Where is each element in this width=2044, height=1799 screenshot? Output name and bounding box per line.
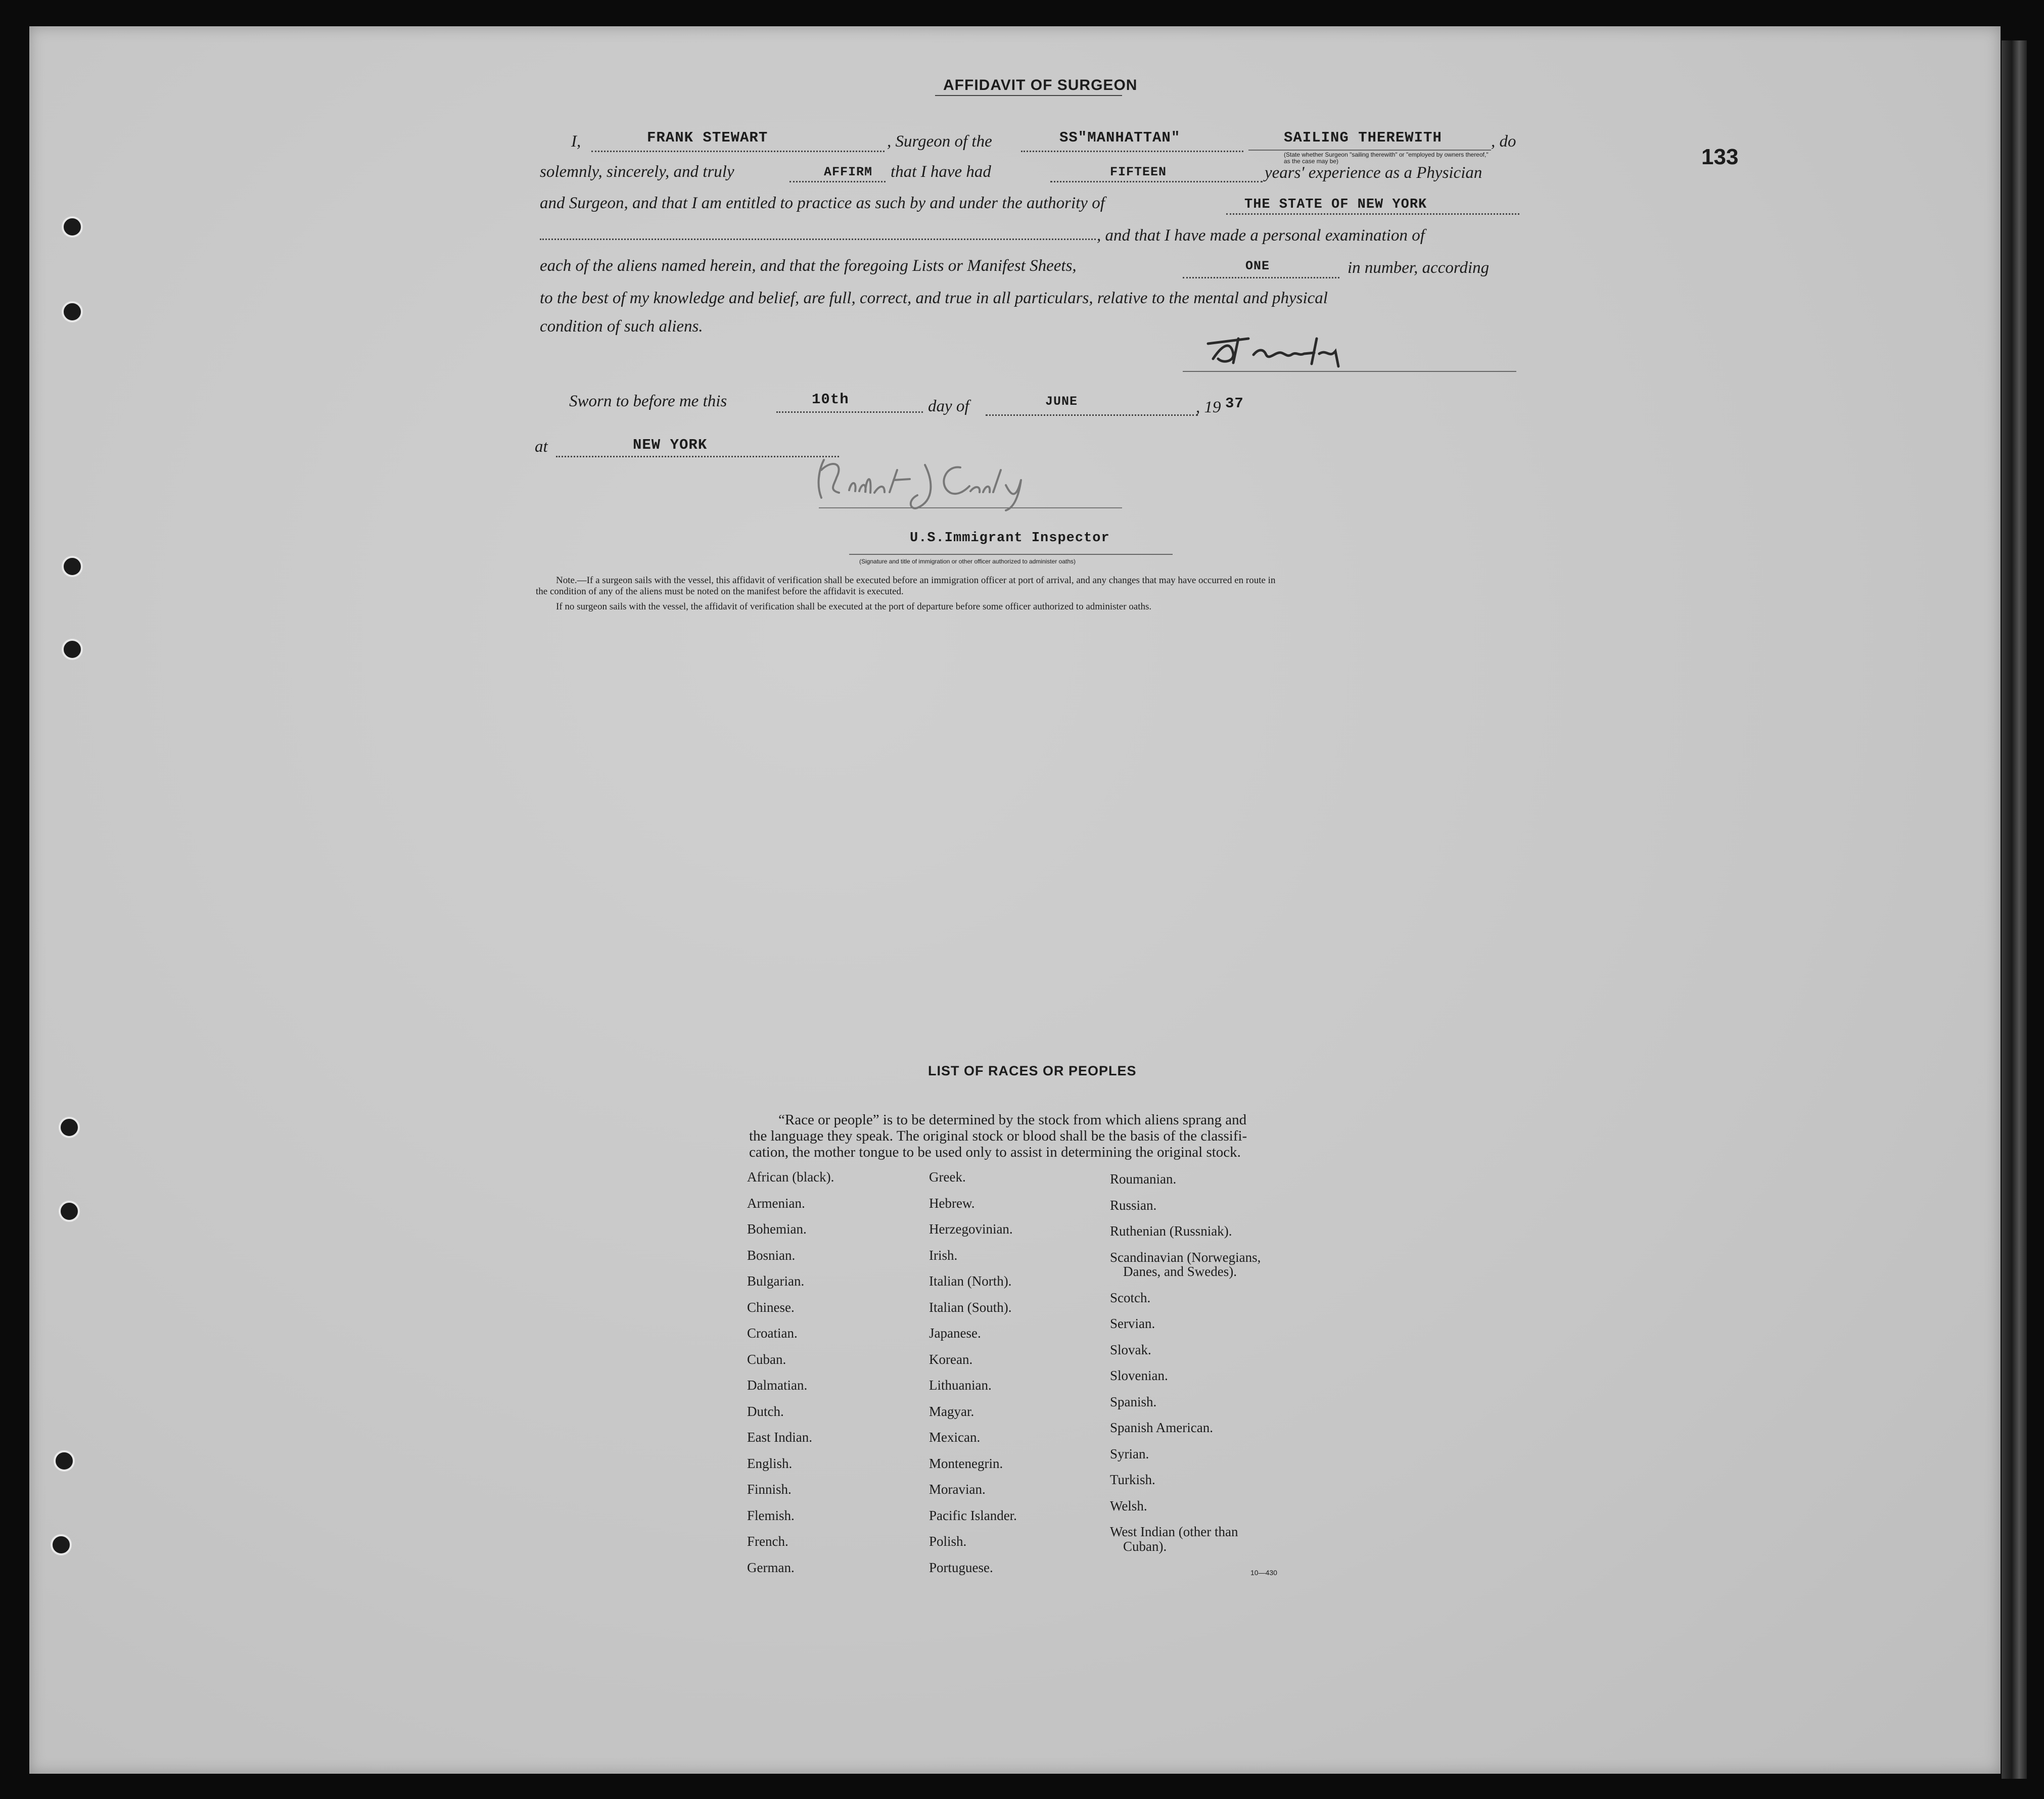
binder-hole [59, 1201, 80, 1222]
inspector-signature [809, 450, 1072, 515]
manifest-sheet-count: ONE [1245, 259, 1270, 273]
page-number: 133 [1701, 145, 1739, 169]
affidavit-text: and Surgeon, and that I am entitled to practice as such by and under the authority of [540, 194, 1105, 212]
race-entry: English. [747, 1455, 793, 1471]
affidavit-text: solemnly, sincerely, and truly [540, 163, 734, 181]
surgeon-name: FRANK STEWART [647, 129, 768, 146]
race-entry: Magyar. [929, 1403, 974, 1419]
race-entry: Flemish. [747, 1507, 795, 1523]
signature-line [1183, 371, 1516, 372]
race-entry: Dalmatian. [747, 1378, 808, 1393]
affidavit-text: at [535, 438, 548, 456]
race-entry: Slovak. [1110, 1342, 1151, 1357]
races-intro-3: cation, the mother tongue to be used only to assist in determining the original stock. [749, 1144, 1241, 1160]
race-entry: Irish. [929, 1247, 958, 1263]
affidavit-text: day of [928, 397, 969, 415]
race-entry: East Indian. [747, 1430, 812, 1445]
race-entry: Chinese. [747, 1299, 795, 1315]
surgeon-capacity: SAILING THEREWITH [1284, 129, 1442, 146]
sworn-place: NEW YORK [633, 437, 708, 453]
affidavit-text: years' experience as a Physician [1265, 164, 1482, 182]
race-entry: Montenegrin. [929, 1455, 1003, 1471]
race-entry: Welsh. [1110, 1498, 1147, 1513]
inspector-title-line [849, 554, 1173, 555]
note-line-1: Note.—If a surgeon sails with the vessel, this affidavit of verification shall be executed before an immigration officer at port of arrival, and any changes that may have occurred en route in [556, 575, 1276, 586]
race-entry: Italian (South). [929, 1299, 1012, 1315]
binder-hole [62, 301, 83, 322]
fill-line [1183, 277, 1339, 278]
race-entry: Bosnian. [747, 1247, 796, 1263]
binder-hole [62, 216, 83, 238]
licensing-authority: THE STATE OF NEW YORK [1244, 197, 1427, 212]
race-entry: Herzegovinian. [929, 1221, 1013, 1237]
affidavit-text: , Surgeon of the [887, 132, 992, 151]
race-entry: Dutch. [747, 1403, 784, 1419]
binder-hole [59, 1117, 80, 1138]
race-entry: Hebrew. [929, 1195, 975, 1211]
affidavit-text: , and that I have made a personal examination of [1097, 226, 1425, 245]
binder-hole [54, 1450, 75, 1472]
fill-line [591, 151, 885, 152]
race-entry: Cuban). [1123, 1538, 1167, 1554]
races-title: LIST OF RACES OR PEOPLES [928, 1063, 1137, 1078]
race-entry: Scandinavian (Norwegians, [1110, 1249, 1261, 1265]
binder-hole [62, 639, 83, 660]
race-entry: Lithuanian. [929, 1378, 992, 1393]
form-code: 10—430 [1250, 1569, 1277, 1577]
inspector-title: U.S.Immigrant Inspector [910, 531, 1110, 546]
affidavit-text: , do [1491, 132, 1516, 151]
fill-line [1248, 150, 1491, 151]
race-entry: Russian. [1110, 1197, 1157, 1213]
affidavit-text: that I have had [891, 163, 991, 181]
sworn-year: 37 [1225, 395, 1244, 412]
affidavit-text: each of the aliens named herein, and that the foregoing Lists or Manifest Sheets, [540, 257, 1077, 275]
race-entry: Greek. [929, 1169, 966, 1185]
race-entry: Pacific Islander. [929, 1507, 1017, 1523]
binder-hole [62, 556, 83, 577]
title-underline [935, 95, 1122, 96]
race-entry: Moravian. [929, 1482, 986, 1497]
race-entry: Cuban. [747, 1351, 786, 1367]
affidavit-text: to the best of my knowledge and belief, are full, correct, and true in all particulars, relative to the mental and physical [540, 289, 1328, 307]
race-entry: German. [747, 1559, 795, 1575]
race-entry: Danes, and Swedes). [1123, 1264, 1237, 1279]
sworn-day: 10th [812, 391, 849, 408]
fill-line [986, 414, 1198, 416]
race-entry: French. [747, 1534, 788, 1549]
race-entry: Servian. [1110, 1316, 1155, 1331]
race-entry: Mexican. [929, 1430, 981, 1445]
affidavit-text: , 19 [1196, 398, 1221, 416]
surgeon-signature [1203, 323, 1385, 374]
race-entry: Spanish. [1110, 1394, 1157, 1409]
capacity-hint: (State whether Surgeon "sailing therewith" or "employed by owners thereof," as the case may be) [1284, 151, 1489, 165]
fill-line [540, 239, 1096, 240]
fill-line [1050, 181, 1263, 182]
race-entry: Polish. [929, 1534, 967, 1549]
affidavit-text: condition of such aliens. [540, 317, 703, 336]
race-entry: African (black). [747, 1169, 834, 1185]
fill-line [1021, 151, 1243, 152]
race-entry: Turkish. [1110, 1472, 1155, 1487]
race-entry: Bohemian. [747, 1221, 807, 1237]
years-experience: FIFTEEN [1110, 165, 1167, 179]
races-intro-2: the language they speak. The original stock or blood shall be the basis of the classifi- [749, 1128, 1247, 1144]
oath-type: AFFIRM [824, 165, 873, 179]
fill-line [776, 411, 923, 413]
affidavit-text: in number, according [1348, 259, 1490, 277]
note-line-3: If no surgeon sails with the vessel, the affidavit of verification shall be executed at the port of departure before some officer authorized to administer oaths. [556, 601, 1152, 612]
race-entry: Scotch. [1110, 1290, 1151, 1305]
race-entry: West Indian (other than [1110, 1524, 1238, 1539]
race-entry: Spanish American. [1110, 1420, 1213, 1435]
race-entry: Korean. [929, 1351, 973, 1367]
race-entry: Syrian. [1110, 1446, 1149, 1461]
sworn-month: JUNE [1045, 394, 1078, 409]
fill-line [556, 456, 839, 457]
inspector-hint: (Signature and title of immigration or other officer authorized to administer oaths) [859, 558, 1076, 565]
fill-line [789, 181, 886, 182]
race-entry: Bulgarian. [747, 1273, 805, 1289]
race-entry: Slovenian. [1110, 1368, 1168, 1383]
race-entry: Armenian. [747, 1195, 805, 1211]
race-entry: Portuguese. [929, 1559, 993, 1575]
affidavit-title: AFFIDAVIT OF SURGEON [943, 77, 1138, 93]
affidavit-text: Sworn to before me this [569, 392, 727, 410]
races-intro-1: “Race or people” is to be determined by the stock from which aliens sprang and [778, 1112, 1247, 1128]
affidavit-text: I, [571, 132, 581, 151]
page-edge [2002, 40, 2027, 1779]
race-entry: Roumanian. [1110, 1171, 1177, 1187]
binder-hole [51, 1534, 72, 1555]
race-entry: Croatian. [747, 1325, 798, 1341]
inspector-signature-line [819, 507, 1122, 508]
race-entry: Finnish. [747, 1482, 792, 1497]
note-line-2: the condition of any of the aliens must be noted on the manifest before the affidavit is executed. [536, 586, 904, 597]
fill-line [1226, 213, 1519, 215]
race-entry: Japanese. [929, 1325, 981, 1341]
race-entry: Ruthenian (Russniak). [1110, 1223, 1232, 1239]
race-entry: Italian (North). [929, 1273, 1012, 1289]
vessel-name: SS"MANHATTAN" [1059, 129, 1181, 146]
